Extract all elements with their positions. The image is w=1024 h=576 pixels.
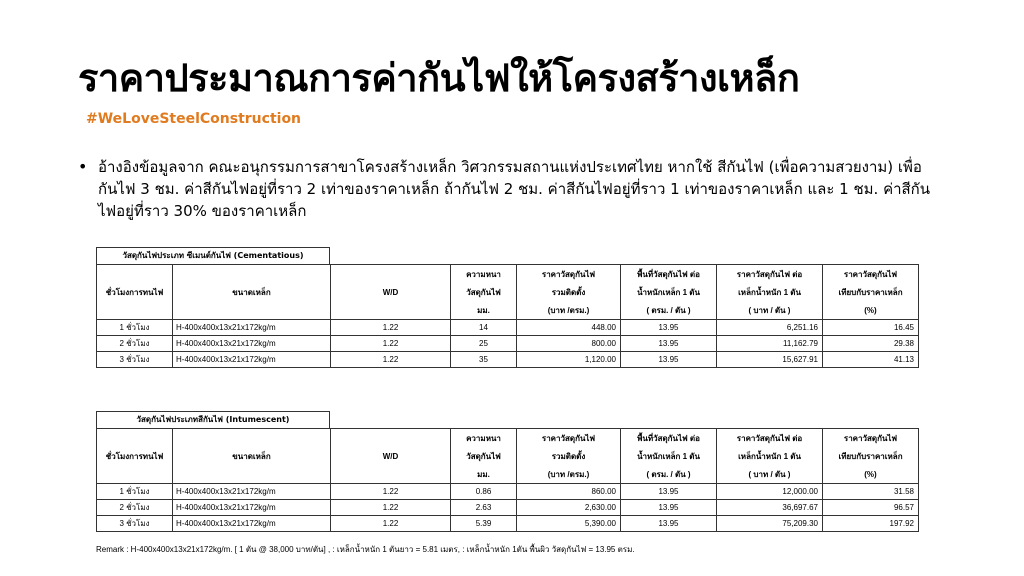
table-row [97, 484, 919, 500]
cell-area: 13.95 [621, 320, 717, 336]
header-hours: ชั่วโมงการทนไฟ [97, 265, 173, 320]
cell-thickness: 0.86 [451, 484, 517, 500]
cell-size: H-400x400x13x21x172kg/m [173, 484, 331, 500]
cell-pct: 31.58 [823, 484, 919, 500]
header-hours: ชั่วโมงการทนไฟ [97, 429, 173, 484]
header-wd: W/D [331, 429, 451, 484]
cell-size: H-400x400x13x21x172kg/m [173, 352, 331, 368]
cell-hours: 2 ชั่วโมง [97, 500, 173, 516]
cell-wd: 1.22 [331, 500, 451, 516]
cell-thickness: 2.63 [451, 500, 517, 516]
cell-price: 800.00 [517, 336, 621, 352]
header-price-2: รวมติดตั้ง [517, 447, 621, 465]
header-compare-3: (%) [823, 465, 919, 484]
header-price-1: ราคาวัสดุกันไฟ [517, 265, 621, 284]
cell-hours: 1 ชั่วโมง [97, 484, 173, 500]
table-caption: วัสดุกันไฟประเภทสีกันไฟ (Intumescent) [96, 411, 330, 428]
bullet-point [78, 156, 938, 222]
cell-price: 860.00 [517, 484, 621, 500]
cell-size: H-400x400x13x21x172kg/m [173, 336, 331, 352]
cell-thickness: 14 [451, 320, 517, 336]
header-compare-2: เทียบกับราคาเหล็ก [823, 283, 919, 301]
cell-per-ton: 12,000.00 [717, 484, 823, 500]
cell-per-ton: 36,697.67 [717, 500, 823, 516]
header-size: ขนาดเหล็ก [173, 265, 331, 320]
cementitious-table [96, 264, 919, 368]
cell-pct: 29.38 [823, 336, 919, 352]
table-row [97, 352, 919, 368]
slide-title: ราคาประมาณการค่ากันไฟให้โครงสร้างเหล็ก [78, 56, 800, 100]
header-thickness-2: วัสดุกันไฟ [451, 447, 517, 465]
header-thickness-2: วัสดุกันไฟ [451, 283, 517, 301]
header-thickness-1: ความหนา [451, 429, 517, 448]
cell-hours: 3 ชั่วโมง [97, 352, 173, 368]
cell-price: 2,630.00 [517, 500, 621, 516]
bullet-dot-icon: • [78, 157, 88, 176]
header-area-1: พื้นที่วัสดุกันไฟ ต่อ [621, 429, 717, 448]
cell-pct: 41.13 [823, 352, 919, 368]
remark-note: Remark : H-400x400x13x21x172kg/m. [ 1 ตัน @ 38,000 บาท/ตัน] , : เหล็กน้ำหนัก 1 ตันยาว = 5.81 เมตร, : เหล็กน้ำหนัก 1ตัน พื้นผิว วัสดุกันไฟ = 13.95 ตรม. [96, 545, 635, 554]
cell-wd: 1.22 [331, 516, 451, 532]
cell-hours: 1 ชั่วโมง [97, 320, 173, 336]
header-compare-1: ราคาวัสดุกันไฟ [823, 429, 919, 448]
cell-per-ton: 75,209.30 [717, 516, 823, 532]
table-row [97, 320, 919, 336]
cell-price: 5,390.00 [517, 516, 621, 532]
header-price-2: รวมติดตั้ง [517, 283, 621, 301]
cell-area: 13.95 [621, 484, 717, 500]
intumescent-table [96, 428, 919, 532]
header-per-ton-3: ( บาท / ตัน ) [717, 301, 823, 320]
header-per-ton-1: ราคาวัสดุกันไฟ ต่อ [717, 429, 823, 448]
cell-thickness: 5.39 [451, 516, 517, 532]
header-compare-1: ราคาวัสดุกันไฟ [823, 265, 919, 284]
bullet-text: อ้างอิงข้อมูลจาก คณะอนุกรรมการสาขาโครงสร้างเหล็ก วิศวกรรมสถานแห่งประเทศไทย หากใช้ สีกันไฟ (เพื่อความสวยงาม) เพื่อกันไฟ 3 ชม. ค่าสีกันไฟอยู่ที่ราว 2 เท่าของราคาเหล็ก ถ้ากันไฟ 2 ชม. ค่าสีกันไฟอยู่ที่ราว 1 เท่าของราคาเหล็ก และ 1 ชม. ค่าสีกันไฟอยู่ที่ราว 30% ของราคาเหล็ก [98, 158, 931, 220]
cell-hours: 2 ชั่วโมง [97, 336, 173, 352]
header-per-ton-2: เหล็กน้ำหนัก 1 ตัน [717, 283, 823, 301]
cell-size: H-400x400x13x21x172kg/m [173, 500, 331, 516]
cell-price: 1,120.00 [517, 352, 621, 368]
cell-per-ton: 11,162.79 [717, 336, 823, 352]
header-per-ton-3: ( บาท / ตัน ) [717, 465, 823, 484]
table-caption: วัสดุกันไฟประเภท ซีเมนต์กันไฟ (Cementatious) [96, 247, 330, 264]
table-row [97, 336, 919, 352]
cell-per-ton: 15,627.91 [717, 352, 823, 368]
header-area-2: น้ำหนักเหล็ก 1 ตัน [621, 447, 717, 465]
cell-wd: 1.22 [331, 320, 451, 336]
cell-area: 13.95 [621, 500, 717, 516]
cementitious-table-block [96, 247, 919, 368]
cell-pct: 16.45 [823, 320, 919, 336]
header-area-3: ( ตรม. / ตัน ) [621, 465, 717, 484]
header-price-3: (บาท /ตรม.) [517, 465, 621, 484]
header-compare-2: เทียบกับราคาเหล็ก [823, 447, 919, 465]
cell-size: H-400x400x13x21x172kg/m [173, 516, 331, 532]
header-thickness-1: ความหนา [451, 265, 517, 284]
cell-pct: 197.92 [823, 516, 919, 532]
cell-wd: 1.22 [331, 352, 451, 368]
header-thickness-3: มม. [451, 301, 517, 320]
header-thickness-3: มม. [451, 465, 517, 484]
header-per-ton-1: ราคาวัสดุกันไฟ ต่อ [717, 265, 823, 284]
cell-area: 13.95 [621, 336, 717, 352]
cell-price: 448.00 [517, 320, 621, 336]
header-area-3: ( ตรม. / ตัน ) [621, 301, 717, 320]
header-wd: W/D [331, 265, 451, 320]
cell-wd: 1.22 [331, 484, 451, 500]
hashtag: #WeLoveSteelConstruction [86, 111, 302, 127]
cell-per-ton: 6,251.16 [717, 320, 823, 336]
header-per-ton-2: เหล็กน้ำหนัก 1 ตัน [717, 447, 823, 465]
table-row [97, 516, 919, 532]
header-compare-3: (%) [823, 301, 919, 320]
header-price-1: ราคาวัสดุกันไฟ [517, 429, 621, 448]
cell-area: 13.95 [621, 352, 717, 368]
cell-pct: 96.57 [823, 500, 919, 516]
header-area-1: พื้นที่วัสดุกันไฟ ต่อ [621, 265, 717, 284]
intumescent-table-block [96, 411, 919, 532]
cell-thickness: 25 [451, 336, 517, 352]
cell-size: H-400x400x13x21x172kg/m [173, 320, 331, 336]
cell-area: 13.95 [621, 516, 717, 532]
header-size: ขนาดเหล็ก [173, 429, 331, 484]
header-price-3: (บาท /ตรม.) [517, 301, 621, 320]
cell-wd: 1.22 [331, 336, 451, 352]
header-area-2: น้ำหนักเหล็ก 1 ตัน [621, 283, 717, 301]
table-row [97, 500, 919, 516]
cell-hours: 3 ชั่วโมง [97, 516, 173, 532]
cell-thickness: 35 [451, 352, 517, 368]
